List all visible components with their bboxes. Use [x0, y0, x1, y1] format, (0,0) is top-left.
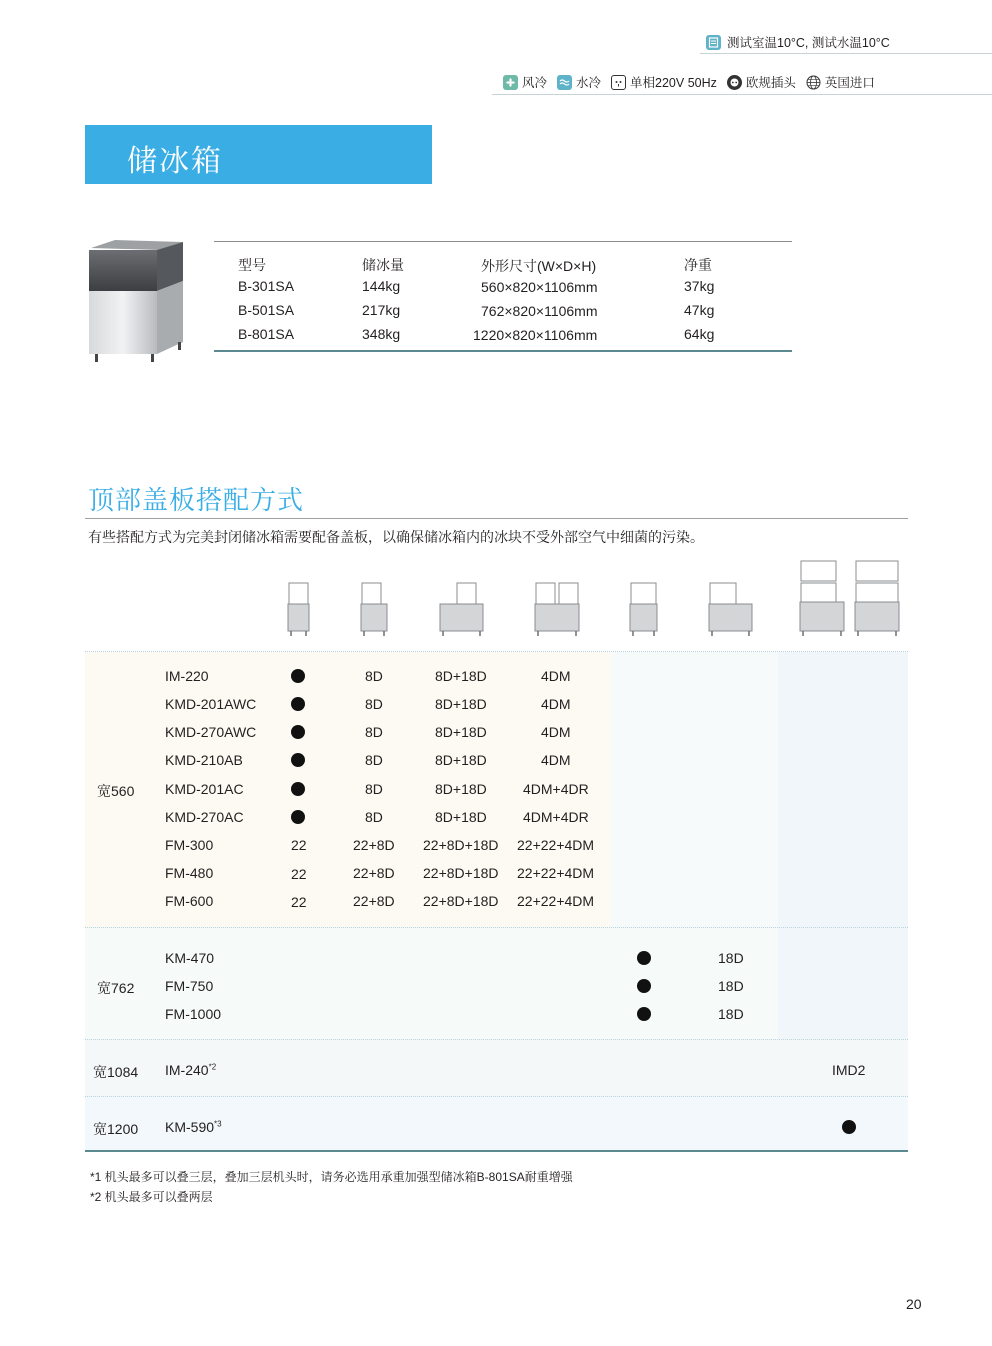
width-label: 宽560 — [97, 783, 135, 799]
spec-cell: 144kg — [362, 278, 401, 294]
matrix-cell: 18D — [718, 978, 744, 994]
test-conditions-text: 测试室温10°C, 测试水温10°C — [727, 36, 890, 50]
spec-cell: 217kg — [362, 302, 401, 318]
spec-header-weight: 净重 — [684, 257, 712, 273]
spec-table-bottom-rule — [214, 350, 792, 352]
eu-plug-icon — [727, 75, 742, 90]
model-name: KMD-201AC — [165, 781, 244, 797]
model-name: KMD-270AWC — [165, 724, 257, 740]
section-description: 有些搭配方式为完美封闭储冰箱需要配备盖板，以确保储冰箱内的冰块不受外部空气中细菌的污染。 — [88, 529, 704, 545]
ice-machine-diagram — [289, 583, 308, 604]
spec-table-top-rule — [214, 241, 792, 242]
compatible-dot — [291, 810, 305, 824]
spec-cell: 348kg — [362, 326, 401, 342]
header-divider — [700, 53, 992, 54]
page-number: 20 — [906, 1296, 922, 1312]
configuration-diagrams — [280, 555, 910, 640]
footnote-1: *1 机头最多可以叠三层，叠加三层机头时，请务必选用承重加强型储冰箱B-801SA耐重增强 — [90, 1170, 573, 1184]
matrix-cell: 8D — [365, 809, 383, 825]
matrix-cell: 8D+18D — [435, 781, 487, 797]
matrix-cell: 4DM — [541, 696, 571, 712]
matrix-bottom-rule — [85, 1150, 908, 1152]
power-socket-icon — [611, 75, 626, 90]
feature-air-cooled: 风冷 — [503, 73, 547, 91]
feature-power: 单相220V 50Hz — [611, 73, 717, 91]
matrix-cell: 22+22+4DM — [517, 865, 595, 881]
section-rule — [85, 518, 908, 519]
matrix-cell: 8D — [365, 668, 383, 684]
row-separator — [85, 927, 908, 928]
thermometer-icon — [706, 35, 721, 50]
matrix-cell: 22+8D — [353, 837, 395, 853]
section-title: 顶部盖板搭配方式 — [88, 485, 305, 515]
feature-water-cooled: 水冷 — [557, 73, 601, 91]
matrix-cell: 22+8D+18D — [423, 837, 499, 853]
matrix-cell: 22+8D — [353, 865, 395, 881]
group-560-right-background — [778, 652, 908, 927]
compatible-dot — [291, 753, 305, 767]
compatible-dot — [637, 1007, 651, 1021]
spec-cell: 762×820×1106mm — [481, 303, 598, 319]
model-name: KMD-210AB — [165, 752, 243, 768]
spec-header-model: 型号 — [238, 257, 266, 273]
title-banner — [85, 125, 432, 184]
model-name: KM-470 — [165, 950, 215, 966]
water-cooled-icon — [557, 75, 572, 90]
width-label: 宽1084 — [93, 1064, 139, 1080]
spec-cell: 1220×820×1106mm — [473, 327, 598, 343]
matrix-cell: IMD2 — [832, 1062, 866, 1078]
feature-divider — [492, 94, 992, 95]
spec-header-capacity: 储冰量 — [362, 257, 404, 273]
spec-cell: B-801SA — [238, 326, 295, 342]
globe-icon — [806, 75, 821, 90]
matrix-cell: 22 — [291, 894, 307, 910]
model-name: FM-750 — [165, 978, 214, 994]
model-name: FM-480 — [165, 865, 214, 881]
group-762-right-background — [778, 927, 908, 1039]
compatible-dot — [637, 951, 651, 965]
model-name: FM-300 — [165, 837, 214, 853]
model-name: FM-600 — [165, 893, 214, 909]
matrix-cell: 22 — [291, 837, 307, 853]
matrix-cell: 8D — [365, 781, 383, 797]
compatible-dot — [291, 725, 305, 739]
matrix-cell: 8D — [365, 752, 383, 768]
row-separator — [85, 1096, 908, 1097]
test-conditions — [706, 33, 890, 51]
width-label: 宽762 — [97, 980, 135, 996]
matrix-cell: 8D+18D — [435, 668, 487, 684]
ice-machine-diagram — [362, 583, 381, 604]
matrix-cell: 8D+18D — [435, 724, 487, 740]
model-name: IM-240$^{*2}$ — [165, 1062, 217, 1078]
feature-eu-plug: 欧规插头 — [727, 73, 796, 91]
spec-cell: 37kg — [684, 278, 715, 294]
compatible-dot — [291, 782, 305, 796]
compatible-dot — [637, 979, 651, 993]
matrix-cell: 8D+18D — [435, 696, 487, 712]
group-560-mid-background — [611, 652, 778, 927]
spec-cell: 64kg — [684, 326, 715, 342]
matrix-cell: 22+22+4DM — [517, 837, 595, 853]
spec-cell: B-301SA — [238, 278, 295, 294]
ice-bin-image — [85, 236, 187, 366]
matrix-cell: 8D+18D — [435, 809, 487, 825]
model-name: FM-1000 — [165, 1006, 222, 1022]
matrix-cell: 4DM+4DR — [523, 809, 589, 825]
feature-list — [503, 73, 885, 91]
compatible-dot — [291, 697, 305, 711]
width-label: 宽1200 — [93, 1121, 139, 1137]
air-cooled-icon — [503, 75, 518, 90]
matrix-cell: 18D — [718, 950, 744, 966]
matrix-cell: 22+8D+18D — [423, 865, 499, 881]
model-name: KM-590$^{*3}$ — [165, 1119, 222, 1135]
row-separator — [85, 651, 908, 652]
matrix-cell: 18D — [718, 1006, 744, 1022]
matrix-cell: 4DM — [541, 752, 571, 768]
matrix-cell: 22+8D — [353, 893, 395, 909]
spec-cell: 47kg — [684, 302, 715, 318]
compatible-dot — [291, 669, 305, 683]
matrix-cell: 8D — [365, 696, 383, 712]
banner-title: 储冰箱 — [127, 145, 223, 178]
model-name: IM-220 — [165, 668, 209, 684]
spec-cell: B-501SA — [238, 302, 295, 318]
matrix-cell: 4DM — [541, 724, 571, 740]
ice-machine-diagram — [457, 583, 476, 604]
spec-header-dimensions: 外形尺寸(W×D×H) — [481, 258, 597, 274]
matrix-cell: 22 — [291, 866, 307, 882]
matrix-cell: 8D — [365, 724, 383, 740]
matrix-cell: 22+22+4DM — [517, 893, 595, 909]
model-name: KMD-201AWC — [165, 696, 257, 712]
matrix-cell: 4DM — [541, 668, 571, 684]
matrix-cell: 4DM+4DR — [523, 781, 589, 797]
feature-import: 英国进口 — [806, 73, 875, 91]
model-name: KMD-270AC — [165, 809, 244, 825]
matrix-cell: 22+8D+18D — [423, 893, 499, 909]
footnote-2: *2 机头最多可以叠两层 — [90, 1190, 213, 1204]
matrix-cell: 8D+18D — [435, 752, 487, 768]
spec-cell: 560×820×1106mm — [481, 279, 598, 295]
row-separator — [85, 1039, 908, 1040]
compatible-dot — [842, 1120, 856, 1134]
